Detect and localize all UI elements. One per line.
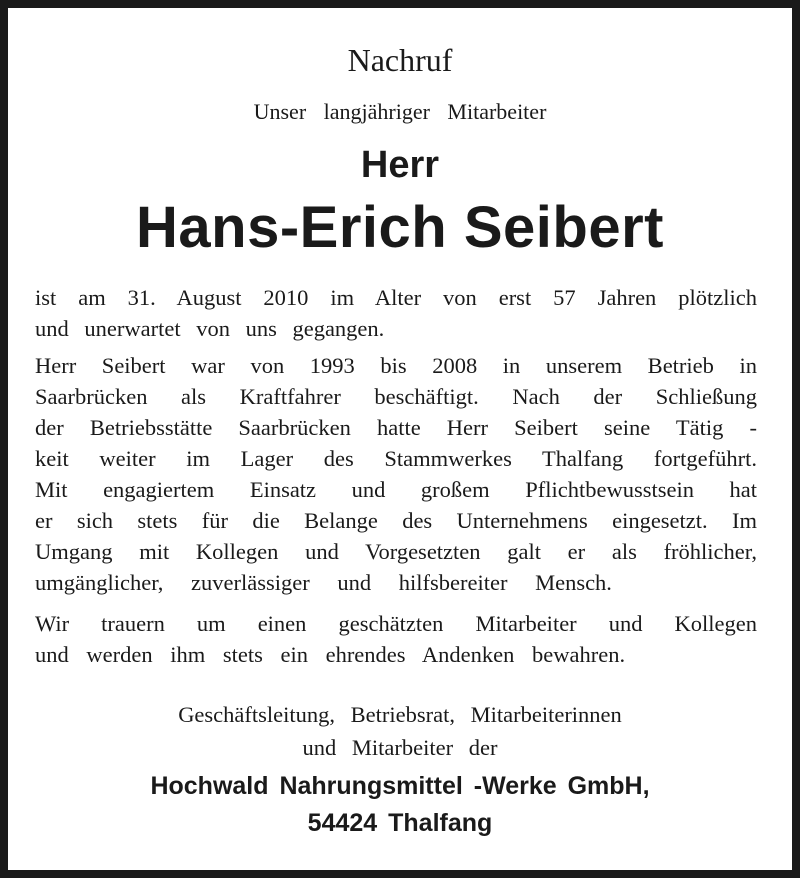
- paragraph-career: [35, 350, 757, 598]
- deceased-name: Hans-Erich Seibert: [136, 195, 664, 260]
- paragraph-mourning: [35, 608, 757, 670]
- text-line: der Betriebsstätte Saarbrücken hatte Herr Seibert seine Tätig -: [35, 415, 757, 440]
- text-line: Umgang mit Kollegen und Vorgesetzten galt er als fröhlicher,: [35, 539, 757, 564]
- text-line: Herr Seibert war von 1993 bis 2008 in unserem Betrieb in: [35, 353, 757, 378]
- company-name: Hochwald Nahrungsmittel -Werke GmbH,: [150, 772, 650, 800]
- text-line: umgänglicher, zuverlässiger und hilfsbereiter Mensch.: [35, 570, 612, 595]
- signatory-line: und Mitarbeiter der: [302, 735, 498, 760]
- honorific-title: Herr: [360, 144, 440, 186]
- intro-line: Unser langjähriger Mitarbeiter: [253, 99, 547, 124]
- text-line: Mit engagiertem Einsatz und großem Pflichtbewusstsein hat: [35, 477, 757, 502]
- company-block: [8, 768, 792, 842]
- text-line: und unerwartet von uns gegangen.: [35, 316, 385, 341]
- signatories: [8, 698, 792, 764]
- text-line: und werden ihm stets ein ehrendes Andenken bewahren.: [35, 642, 626, 667]
- company-address: 54424 Thalfang: [307, 809, 493, 837]
- text-line: Saarbrücken als Kraftfahrer beschäftigt. Nach der Schließung: [35, 384, 757, 409]
- text-line: keit weiter im Lager des Stammwerkes Thalfang fortgeführt.: [35, 446, 757, 471]
- text-line: ist am 31. August 2010 im Alter von erst 57 Jahren plötzlich: [35, 285, 757, 310]
- notice-heading: Nachruf: [347, 42, 453, 78]
- text-line: Wir trauern um einen geschätzten Mitarbeiter und Kollegen: [35, 611, 757, 636]
- paragraph-death-info: [35, 282, 757, 344]
- text-line: er sich stets für die Belange des Unternehmens eingesetzt. Im: [35, 508, 757, 533]
- signatory-line: Geschäftsleitung, Betriebsrat, Mitarbeiterinnen: [178, 702, 622, 727]
- obituary-notice: [8, 8, 792, 870]
